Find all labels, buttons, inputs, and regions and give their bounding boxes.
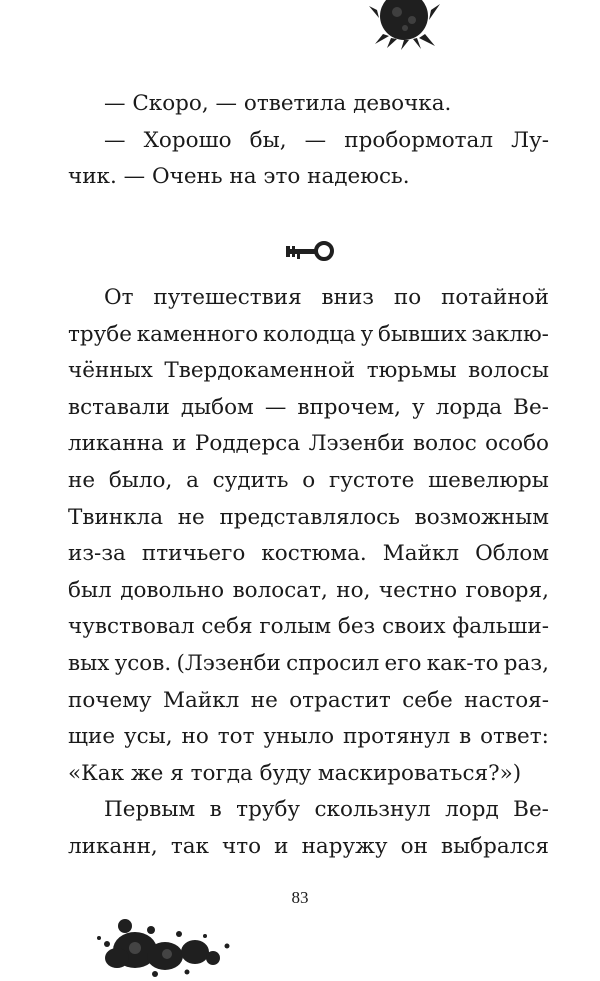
text-line: трубе каменного колодца у бывших заклю- <box>68 321 549 347</box>
text-line: чувствовал себя голым без своих фальши- <box>68 614 549 640</box>
dialogue-line: чик. — Очень на это надеюсь. <box>68 164 410 190</box>
key-icon <box>282 238 336 264</box>
text-line: «Как же я тогда буду маскироваться?») <box>68 760 522 786</box>
text-line: вставали дыбом — впрочем, у лорда Ве- <box>68 394 549 420</box>
page-number: 83 <box>291 888 309 907</box>
text-line: не было, а судить о густоте шевелюры <box>68 467 549 493</box>
dialogue-line: — Хорошо бы, — пробормотал Лу- <box>104 127 549 153</box>
text-line: чённых Твердокаменной тюрьмы волосы <box>68 358 549 384</box>
text-line: Твинкла не представлялось возможным <box>68 504 549 530</box>
text-line: из-за птичьего костюма. Майкл Облом <box>68 541 549 567</box>
ink-blot-top-icon <box>367 0 441 52</box>
text-line: ликанна и Роддерса Лэзенби волос особо <box>68 431 549 457</box>
text-line: почему Майкл не отрастит себе настоя- <box>68 687 549 713</box>
text-line: Первым в трубу скользнул лорд Ве- <box>104 797 549 823</box>
text-line: был довольно волосат, но, честно говоря, <box>68 577 549 603</box>
body-text <box>68 280 549 866</box>
text-line: ликанн, так что и наружу он выбрался <box>68 833 549 859</box>
text-line: щие усы, но тот уныло протянул в ответ: <box>68 724 549 750</box>
text-line: вых усов. (Лэзенби спросил его как-то раз, <box>68 650 549 676</box>
dialogue-line: — Скоро, — ответила девочка. <box>104 91 452 116</box>
text-line: От путешествия вниз по потайной <box>104 285 549 310</box>
dialogue-block <box>68 86 549 196</box>
ink-blot-bottom-icon <box>95 908 235 978</box>
